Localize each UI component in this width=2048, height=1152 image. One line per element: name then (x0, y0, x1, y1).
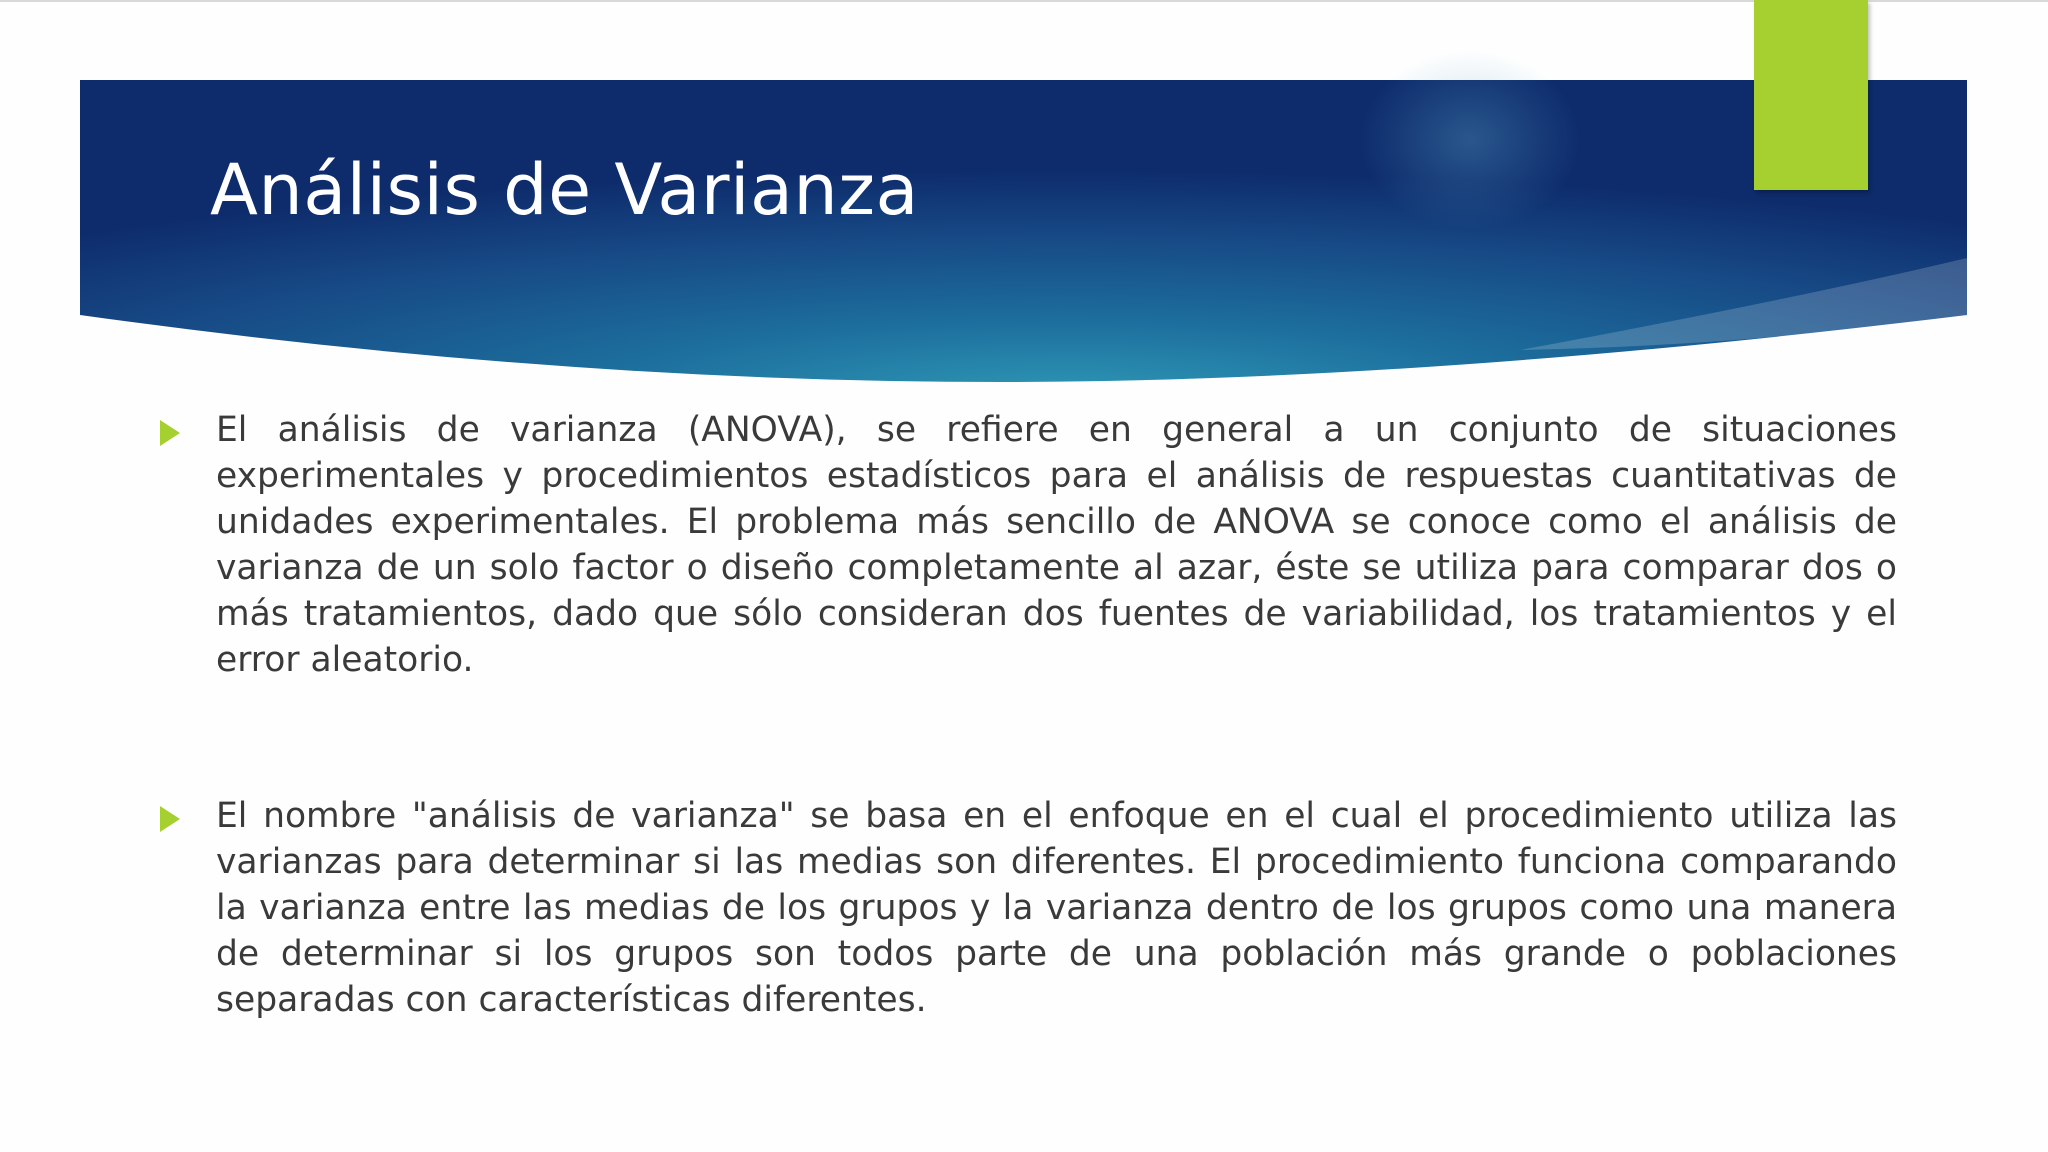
accent-tab (1754, 0, 1868, 190)
list-item (160, 793, 1897, 1023)
bullet-text: El nombre "análisis de varianza" se basa en el enfoque en el cual el procedimiento utiliza las varianzas para determinar si las medias son diferentes. El procedimiento funciona comparando la varianza entre las medias de los grupos y la varianza dentro de los grupos como una manera de determinar si los grupos son todos parte de una población más grande o poblaciones separadas con características diferentes. (216, 796, 1897, 1020)
slide-title: Análisis de Varianza (210, 149, 919, 231)
list-item (160, 407, 1897, 683)
bullet-list (160, 407, 1897, 1133)
triangle-right-icon (160, 806, 180, 832)
triangle-right-icon (160, 420, 180, 446)
bullet-text: El análisis de varianza (ANOVA), se refiere en general a un conjunto de situaciones experimentales y procedimientos estadísticos para el análisis de respuestas cuantitativas de unidades experimentales. El problema más sencillo de ANOVA se conoce como el análisis de varianza de un solo factor o diseño completamente al azar, éste se utiliza para comparar dos o más tratamientos, dado que sólo consideran dos fuentes de variabilidad, los tratamientos y el error aleatorio. (216, 410, 1897, 680)
